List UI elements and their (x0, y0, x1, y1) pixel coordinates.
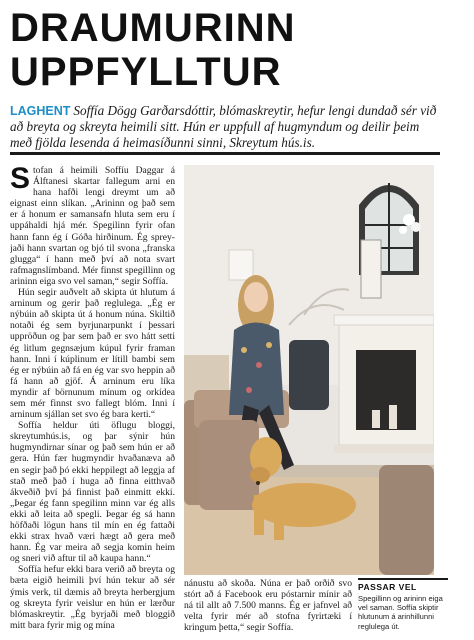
section-tag: LAGHENT (10, 104, 71, 118)
caption-title: PASSAR VEL (358, 578, 448, 592)
portrait-photo-illustration (184, 165, 434, 575)
divider-rule (10, 152, 440, 155)
photo-caption (358, 578, 448, 631)
headline-line-2: UPPFYLLTUR (10, 50, 282, 94)
article-column-1 (10, 165, 175, 635)
caption-text: Spegillinn og arininn eiga vel saman. Soffía skiptir hlutunum á arinhillunni reglulega út. (358, 594, 443, 631)
article-photo (184, 165, 434, 575)
article-paragraph (10, 165, 175, 287)
paragraph-text: tofan á heimili Soffíu Daggar á Álftanesi skartar fallegum arni en hana hafði lengi dreymt um að eignast einn slíkan. „Arininn og það sem er á honum er samansafn hluta sem eru í uppáhaldi hjá mér. Spegilinn fyrir ofan hann fann ég í Góða hirðinum. Ég spreyjaði hann svartan og bjó til svona „franska glugga“ í hann með því að nota svart rafmagnslímband. Mér finnst spegillinn og arininn eiga svo vel saman,“ segir Soffía. (10, 165, 175, 287)
lede (10, 103, 440, 151)
headline (10, 6, 310, 94)
article-paragraph: Soffía hefur ekki bara verið að breyta og bæta eigið heimili því hún tekur að sér ýmis verk, til dæmis að breyta herbergjum og skreyta fyrir veislur en hún er lærður blómaskreytir. „Ég byrjaði með bloggið mitt bara fyrir mig og mína (10, 564, 175, 631)
article-paragraph: Hún segir auðvelt að skipta út hlutum á arninum og gerir það reglulega. „Ég er nýbúin að skipta út á honum núna. Skiltið notaði ég sem byrjunarpunkt í þessari uppröðun og þar sem það er svo hátt setti ég litlum gegnsæjum kúpul fyrir framan hann. Inni í kúplinum er lítill bambi sem ég er nýbúin að fá en ég var svo heppin að fá hann að gjöf. Á arninum eru líka myndir af börnunum mínum og orkídea sem mér finnst svo fallegt blóm. Inni í arninum sjállan set svo ég bara kerti.“ (10, 287, 175, 421)
drop-cap: S (10, 165, 31, 195)
lede-text: Soffía Dögg Garðarsdóttir, blómaskreytir, hefur lengi dundað sér við að breyta og skreyta heimili sitt. Hún er uppfull af hugmyndum og deilir þeim með fjölda lesenda á heimasíðunni sinni, Skreytum hús.is. (10, 103, 437, 150)
headline-line-1: DRAUMURINN (10, 6, 296, 50)
article-paragraph: Soffía heldur úti öflugu bloggi, skreytumhús.is, og þar sýnir hún hugmyndirnar sínar og það sem hún er að gera. Hún fær hugmyndir hvaðanæva að en segir það þó ekki heppilegt að leggja af stað með það í huga að finna eitthvað ákveðið því þá finnist það einmitt ekki. „Þegar ég fann spegilinn minn var ég alls ekki að leita að spegli. Þegar ég sá hann höfðaði lögun hans til mín en ég fattaði ekki strax hvað væri hægt að gera með hann. Ég var meira að segja komin heim og sneri við aftur til að kaupa hann.“ (10, 420, 175, 565)
article-continuation: nánustu að skoða. Núna er það orðið svo stórt að á Facebook eru póstarnir mínir að ná til allt að 7.500 manns. Ég er jafnvel að velta fyrir mér að stofna fyrirtæki í kringum þetta,“ segir Soffía. (184, 578, 352, 634)
